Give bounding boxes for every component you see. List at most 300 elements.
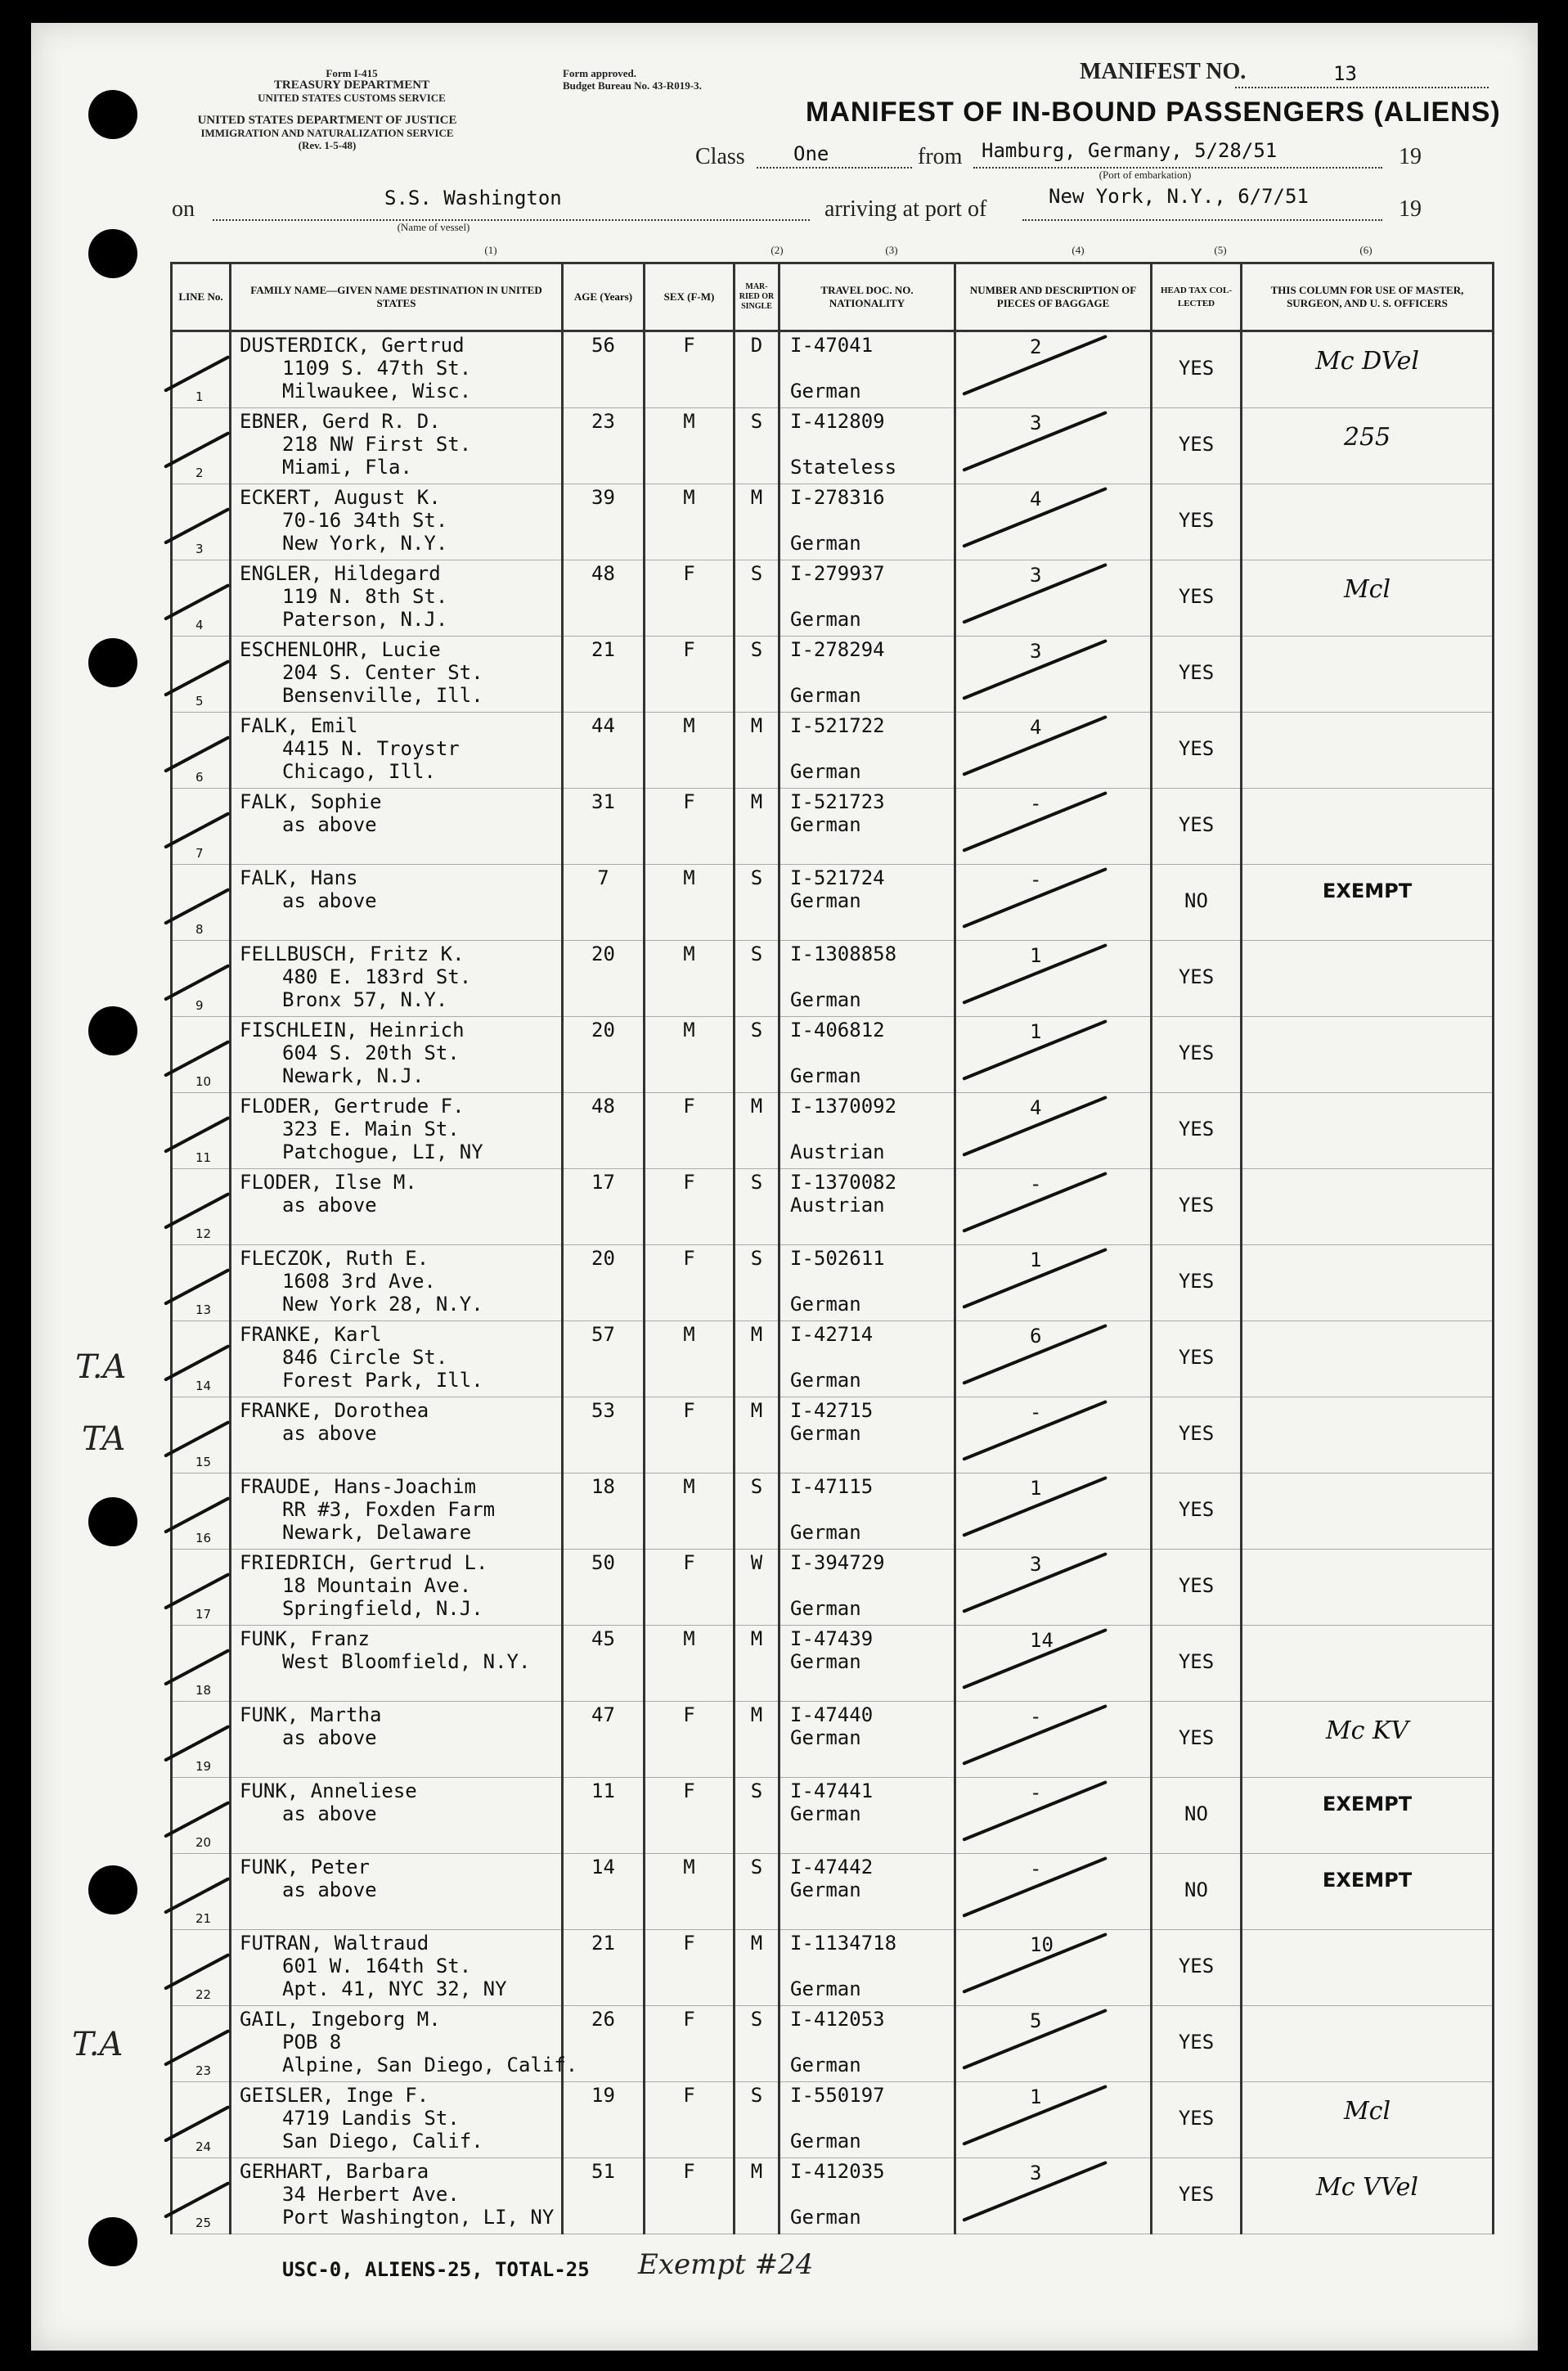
handwritten-ta-3: T.A bbox=[72, 2026, 124, 2063]
travel-doc-no: I-278316 bbox=[790, 486, 885, 509]
married-cell bbox=[735, 941, 780, 1017]
col-header-line-no: LINE No. bbox=[172, 263, 231, 331]
travel-doc-no: I-394729 bbox=[790, 1551, 885, 1574]
destination-line-2: Paterson, N.J. bbox=[282, 608, 448, 631]
name-cell bbox=[231, 1473, 563, 1550]
check-mark bbox=[164, 1192, 230, 1230]
baggage-cell bbox=[955, 2158, 1152, 2234]
doc-cell bbox=[780, 789, 955, 865]
married-value: S bbox=[750, 1779, 763, 1802]
age-cell bbox=[563, 2158, 645, 2234]
head-tax-value: YES bbox=[1178, 1498, 1215, 1521]
nationality: German bbox=[790, 889, 861, 912]
married-cell bbox=[735, 1930, 780, 2006]
age-cell bbox=[563, 1702, 645, 1778]
destination-line-1: 1109 S. 47th St. bbox=[282, 357, 472, 380]
name-cell bbox=[231, 1093, 563, 1169]
line-no-cell bbox=[172, 637, 231, 713]
destination-line-1: 4719 Landis St. bbox=[282, 2107, 460, 2130]
line-number: 5 bbox=[195, 694, 204, 709]
justice-label: UNITED STATES DEPARTMENT OF JUSTICE bbox=[197, 114, 457, 127]
form-block bbox=[217, 67, 487, 104]
head-tax-value: NO bbox=[1184, 1878, 1208, 1901]
doc-cell bbox=[780, 1017, 955, 1093]
destination-line-2: Miami, Fla. bbox=[282, 456, 412, 479]
baggage-count: - bbox=[1030, 1705, 1042, 1728]
doc-cell bbox=[780, 2006, 955, 2082]
head-tax-value: YES bbox=[1178, 1042, 1215, 1064]
married-value: S bbox=[750, 943, 763, 965]
nationality: German bbox=[790, 2130, 861, 2153]
line-no-cell bbox=[172, 713, 231, 789]
sex-cell bbox=[645, 1930, 735, 2006]
officer-note: Mc KV bbox=[1325, 1716, 1409, 1745]
doc-cell bbox=[780, 1854, 955, 1930]
destination-line-1: 70-16 34th St. bbox=[282, 509, 448, 532]
tax-cell bbox=[1152, 1854, 1242, 1930]
travel-doc-no: I-412035 bbox=[790, 2160, 885, 2183]
manifest-no-line bbox=[1235, 87, 1489, 88]
age-cell bbox=[563, 484, 645, 560]
sex-value: F bbox=[683, 1399, 695, 1422]
age-cell bbox=[563, 1169, 645, 1245]
table-row bbox=[172, 1321, 1494, 1397]
name-cell bbox=[231, 789, 563, 865]
baggage-count: 3 bbox=[1030, 2162, 1042, 2184]
tax-cell bbox=[1152, 408, 1242, 484]
sex-value: F bbox=[683, 1932, 695, 1955]
binder-hole bbox=[88, 1865, 137, 1914]
travel-doc-no: I-47440 bbox=[790, 1703, 874, 1726]
sex-cell bbox=[645, 1550, 735, 1626]
line-number: 10 bbox=[195, 1074, 212, 1089]
sex-value: F bbox=[683, 2008, 695, 2031]
married-value: S bbox=[750, 1475, 763, 1498]
check-mark bbox=[164, 1877, 230, 1914]
travel-doc-no: I-521723 bbox=[790, 790, 885, 813]
destination-line-1: 604 S. 20th St. bbox=[282, 1042, 460, 1064]
age-cell bbox=[563, 1093, 645, 1169]
nationality: German bbox=[790, 1422, 861, 1445]
married-cell bbox=[735, 1169, 780, 1245]
destination-line-2: Springfield, N.J. bbox=[282, 1597, 483, 1620]
tax-cell bbox=[1152, 1017, 1242, 1093]
doc-cell bbox=[780, 408, 955, 484]
married-cell bbox=[735, 1397, 780, 1473]
officers-cell bbox=[1242, 865, 1494, 941]
sex-value: M bbox=[683, 1475, 695, 1498]
married-cell bbox=[735, 1778, 780, 1854]
col-header-baggage: NUMBER AND DESCRIPTION OF PIECES OF BAGGAGE bbox=[955, 263, 1152, 331]
sex-cell bbox=[645, 2158, 735, 2234]
check-mark bbox=[164, 1649, 230, 1686]
age-value: 44 bbox=[591, 714, 615, 737]
passenger-name: FLODER, Gertrude F. bbox=[240, 1095, 465, 1118]
officer-note: 255 bbox=[1343, 423, 1391, 452]
tax-cell bbox=[1152, 1093, 1242, 1169]
check-mark bbox=[164, 2181, 230, 2219]
age-value: 23 bbox=[591, 410, 615, 433]
married-cell bbox=[735, 1093, 780, 1169]
check-mark bbox=[164, 1116, 230, 1154]
name-cell bbox=[231, 941, 563, 1017]
head-tax-value: YES bbox=[1178, 737, 1215, 760]
age-value: 18 bbox=[591, 1475, 615, 1498]
name-cell bbox=[231, 637, 563, 713]
officers-cell bbox=[1242, 637, 1494, 713]
doc-cell bbox=[780, 484, 955, 560]
line-no-cell bbox=[172, 1626, 231, 1702]
line-no-cell bbox=[172, 1550, 231, 1626]
justice-block bbox=[172, 115, 483, 151]
passenger-name: FALK, Hans bbox=[240, 866, 358, 889]
check-mark bbox=[164, 1801, 230, 1838]
age-cell bbox=[563, 1245, 645, 1321]
sex-value: M bbox=[683, 1019, 695, 1042]
destination-line-2: Forest Park, Ill. bbox=[282, 1369, 483, 1392]
baggage-count: 1 bbox=[1030, 2085, 1042, 2108]
sex-value: F bbox=[683, 334, 695, 357]
married-value: M bbox=[750, 1399, 763, 1422]
head-tax-value: NO bbox=[1184, 889, 1208, 912]
travel-doc-no: I-42714 bbox=[790, 1323, 874, 1346]
passenger-name: ECKERT, August K. bbox=[240, 486, 441, 509]
name-cell bbox=[231, 408, 563, 484]
baggage-count: 1 bbox=[1030, 1248, 1042, 1271]
head-tax-value: YES bbox=[1178, 1118, 1215, 1141]
sex-value: F bbox=[683, 1779, 695, 1802]
married-cell bbox=[735, 1550, 780, 1626]
sex-value: F bbox=[683, 1095, 695, 1118]
doc-cell bbox=[780, 1778, 955, 1854]
travel-doc-no: I-406812 bbox=[790, 1019, 885, 1042]
line-number: 12 bbox=[195, 1226, 212, 1241]
married-value: S bbox=[750, 410, 763, 433]
sex-cell bbox=[645, 713, 735, 789]
doc-cell bbox=[780, 1093, 955, 1169]
arriving-line bbox=[1022, 219, 1382, 221]
passenger-name: FRAUDE, Hans-Joachim bbox=[240, 1475, 476, 1498]
travel-doc-no: I-412809 bbox=[790, 410, 885, 433]
sex-value: F bbox=[683, 1171, 695, 1194]
destination-line-1: 323 E. Main St. bbox=[282, 1118, 460, 1141]
line-no-cell bbox=[172, 789, 231, 865]
destination-line-1: 1608 3rd Ave. bbox=[282, 1270, 436, 1293]
head-tax-value: YES bbox=[1178, 585, 1215, 608]
treasury-label: TREASURY DEPARTMENT bbox=[273, 79, 430, 92]
check-mark bbox=[164, 1953, 230, 1991]
line-number: 1 bbox=[195, 389, 204, 404]
head-tax-value: YES bbox=[1178, 813, 1215, 836]
head-tax-value: YES bbox=[1178, 965, 1215, 988]
handwritten-ta-1: T.A bbox=[75, 1348, 127, 1386]
line-number: 19 bbox=[195, 1759, 212, 1774]
line-number: 8 bbox=[195, 922, 204, 937]
travel-doc-no: I-47442 bbox=[790, 1856, 874, 1878]
line-no-cell bbox=[172, 1093, 231, 1169]
tax-cell bbox=[1152, 637, 1242, 713]
baggage-count: 4 bbox=[1030, 1096, 1042, 1119]
nationality: German bbox=[790, 1977, 861, 2000]
sex-cell bbox=[645, 1702, 735, 1778]
sex-cell bbox=[645, 1473, 735, 1550]
name-cell bbox=[231, 1778, 563, 1854]
officers-cell bbox=[1242, 1626, 1494, 1702]
destination-line-1: 204 S. Center St. bbox=[282, 661, 483, 684]
married-value: W bbox=[750, 1551, 763, 1574]
tax-cell bbox=[1152, 941, 1242, 1017]
line-number: 2 bbox=[195, 466, 204, 480]
travel-doc-no: I-47441 bbox=[790, 1779, 874, 1802]
manifest-no-value: 13 bbox=[1333, 62, 1357, 85]
col-header-age: AGE (Years) bbox=[563, 263, 645, 331]
customs-label: UNITED STATES CUSTOMS SERVICE bbox=[258, 92, 446, 104]
doc-cell bbox=[780, 560, 955, 637]
married-value: M bbox=[750, 714, 763, 737]
officers-cell bbox=[1242, 1397, 1494, 1473]
line-no-cell bbox=[172, 331, 231, 408]
officers-cell bbox=[1242, 1550, 1494, 1626]
officers-cell bbox=[1242, 1854, 1494, 1930]
married-cell bbox=[735, 1245, 780, 1321]
check-mark bbox=[164, 1040, 230, 1078]
nationality: German bbox=[790, 1293, 861, 1316]
passenger-name: FALK, Emil bbox=[240, 714, 358, 737]
class-label: Class bbox=[695, 144, 745, 169]
age-value: 50 bbox=[591, 1551, 615, 1574]
sex-cell bbox=[645, 789, 735, 865]
check-mark bbox=[164, 507, 230, 545]
name-cell bbox=[231, 1245, 563, 1321]
age-cell bbox=[563, 1550, 645, 1626]
passenger-name: FRANKE, Karl bbox=[240, 1323, 382, 1346]
table-row bbox=[172, 2006, 1494, 2082]
baggage-count: 2 bbox=[1030, 335, 1042, 358]
form-number: Form I-415 bbox=[326, 67, 378, 79]
destination-line-2: Apt. 41, NYC 32, NY bbox=[282, 1977, 507, 2000]
name-cell bbox=[231, 865, 563, 941]
baggage-cell bbox=[955, 789, 1152, 865]
travel-doc-no: I-278294 bbox=[790, 638, 885, 661]
tax-cell bbox=[1152, 2082, 1242, 2158]
age-cell bbox=[563, 2082, 645, 2158]
baggage-cell bbox=[955, 2082, 1152, 2158]
head-tax-value: YES bbox=[1178, 1422, 1215, 1445]
name-cell bbox=[231, 1017, 563, 1093]
age-value: 7 bbox=[597, 866, 609, 889]
head-tax-value: YES bbox=[1178, 1270, 1215, 1293]
arriving-value: New York, N.Y., 6/7/51 bbox=[1049, 185, 1309, 208]
passenger-name: GAIL, Ingeborg M. bbox=[240, 2008, 441, 2031]
destination-line-1: 119 N. 8th St. bbox=[282, 585, 448, 608]
age-cell bbox=[563, 560, 645, 637]
class-line bbox=[757, 167, 912, 169]
baggage-cell bbox=[955, 713, 1152, 789]
baggage-cell bbox=[955, 1854, 1152, 1930]
married-cell bbox=[735, 331, 780, 408]
doc-cell bbox=[780, 1473, 955, 1550]
sex-cell bbox=[645, 2082, 735, 2158]
baggage-count: 14 bbox=[1030, 1629, 1054, 1652]
sex-cell bbox=[645, 1245, 735, 1321]
baggage-count: 3 bbox=[1030, 412, 1042, 434]
passenger-name: FUNK, Franz bbox=[240, 1627, 370, 1650]
officers-cell bbox=[1242, 2006, 1494, 2082]
table-row bbox=[172, 408, 1494, 484]
line-number: 11 bbox=[195, 1150, 212, 1165]
married-cell bbox=[735, 713, 780, 789]
nationality: German bbox=[790, 684, 861, 707]
binder-hole bbox=[88, 1497, 137, 1546]
tax-cell bbox=[1152, 1702, 1242, 1778]
sex-cell bbox=[645, 484, 735, 560]
sex-cell bbox=[645, 1778, 735, 1854]
age-value: 47 bbox=[591, 1703, 615, 1726]
destination-line-2: Newark, Delaware bbox=[282, 1521, 472, 1544]
table-row bbox=[172, 1778, 1494, 1854]
doc-cell bbox=[780, 1930, 955, 2006]
nationality: German bbox=[790, 380, 861, 403]
sex-value: M bbox=[683, 1856, 695, 1878]
married-value: S bbox=[750, 1171, 763, 1194]
sex-value: F bbox=[683, 1551, 695, 1574]
name-cell bbox=[231, 1397, 563, 1473]
name-cell bbox=[231, 560, 563, 637]
name-cell bbox=[231, 484, 563, 560]
name-cell bbox=[231, 331, 563, 408]
baggage-cell bbox=[955, 408, 1152, 484]
nationality: Stateless bbox=[790, 456, 897, 479]
head-tax-value: YES bbox=[1178, 433, 1215, 456]
head-tax-value: YES bbox=[1178, 1650, 1215, 1673]
doc-cell bbox=[780, 865, 955, 941]
married-value: S bbox=[750, 1019, 763, 1042]
head-tax-value: YES bbox=[1178, 2031, 1215, 2054]
age-cell bbox=[563, 637, 645, 713]
married-cell bbox=[735, 560, 780, 637]
officers-cell bbox=[1242, 2082, 1494, 2158]
tax-cell bbox=[1152, 1397, 1242, 1473]
sex-cell bbox=[645, 637, 735, 713]
head-tax-value: YES bbox=[1178, 1574, 1215, 1597]
nationality: German bbox=[790, 1521, 861, 1544]
doc-cell bbox=[780, 1702, 955, 1778]
baggage-cell bbox=[955, 1626, 1152, 1702]
col-num-1: (1) bbox=[484, 244, 497, 256]
age-value: 20 bbox=[591, 1019, 615, 1042]
age-cell bbox=[563, 789, 645, 865]
age-cell bbox=[563, 1017, 645, 1093]
sex-cell bbox=[645, 1321, 735, 1397]
age-cell bbox=[563, 941, 645, 1017]
tax-cell bbox=[1152, 2006, 1242, 2082]
destination-line-1: 480 E. 183rd St. bbox=[282, 965, 472, 988]
baggage-count: 4 bbox=[1030, 488, 1042, 511]
sex-value: F bbox=[683, 790, 695, 813]
line-number: 14 bbox=[195, 1379, 212, 1393]
sex-value: F bbox=[683, 1247, 695, 1270]
sex-cell bbox=[645, 560, 735, 637]
nationality: German bbox=[790, 2206, 861, 2229]
passenger-table bbox=[170, 262, 1494, 2234]
sex-cell bbox=[645, 1169, 735, 1245]
line-number: 17 bbox=[195, 1607, 212, 1622]
officers-cell bbox=[1242, 789, 1494, 865]
line-number: 25 bbox=[195, 2216, 212, 2230]
line-number: 13 bbox=[195, 1302, 212, 1317]
baggage-count: 10 bbox=[1030, 1933, 1054, 1956]
doc-cell bbox=[780, 1626, 955, 1702]
tax-cell bbox=[1152, 560, 1242, 637]
destination-line-1: as above bbox=[282, 1878, 377, 1901]
destination-line-2: Alpine, San Diego, Calif. bbox=[282, 2054, 578, 2076]
baggage-count: - bbox=[1030, 1857, 1042, 1880]
col-header-married: MAR-RIED OR SINGLE bbox=[735, 263, 780, 331]
tax-cell bbox=[1152, 1930, 1242, 2006]
officers-cell bbox=[1242, 1321, 1494, 1397]
tax-cell bbox=[1152, 1473, 1242, 1550]
table-row bbox=[172, 789, 1494, 865]
baggage-cell bbox=[955, 1778, 1152, 1854]
baggage-count: - bbox=[1030, 1401, 1042, 1424]
baggage-count: 3 bbox=[1030, 640, 1042, 663]
table-row bbox=[172, 865, 1494, 941]
age-value: 53 bbox=[591, 1399, 615, 1422]
check-mark bbox=[164, 736, 230, 773]
line-no-cell bbox=[172, 865, 231, 941]
nationality: German bbox=[790, 1369, 861, 1392]
married-value: S bbox=[750, 2008, 763, 2031]
married-cell bbox=[735, 789, 780, 865]
married-cell bbox=[735, 637, 780, 713]
sex-cell bbox=[645, 1017, 735, 1093]
check-mark bbox=[164, 1420, 230, 1458]
destination-line-1: RR #3, Foxden Farm bbox=[282, 1498, 496, 1521]
head-tax-value: YES bbox=[1178, 357, 1215, 380]
table-row bbox=[172, 2158, 1494, 2234]
destination-line-1: 218 NW First St. bbox=[282, 433, 472, 456]
table-row bbox=[172, 560, 1494, 637]
vessel-note: (Name of vessel) bbox=[397, 221, 470, 233]
officer-note: Mc VVel bbox=[1316, 2173, 1418, 2202]
baggage-count: - bbox=[1030, 868, 1042, 891]
destination-line-1: 601 W. 164th St. bbox=[282, 1955, 472, 1977]
manifest-title: MANIFEST OF IN-BOUND PASSENGERS (ALIENS) bbox=[806, 97, 1501, 128]
age-cell bbox=[563, 713, 645, 789]
name-cell bbox=[231, 1930, 563, 2006]
officers-cell bbox=[1242, 1473, 1494, 1550]
age-value: 19 bbox=[591, 2084, 615, 2107]
married-value: M bbox=[750, 790, 763, 813]
married-value: M bbox=[750, 1627, 763, 1650]
manifest-no-label: MANIFEST NO. bbox=[1080, 59, 1247, 84]
age-cell bbox=[563, 331, 645, 408]
binder-hole bbox=[88, 638, 137, 687]
line-no-cell bbox=[172, 1702, 231, 1778]
nationality: German bbox=[790, 608, 861, 631]
baggage-cell bbox=[955, 637, 1152, 713]
passenger-name: FLECZOK, Ruth E. bbox=[240, 1247, 429, 1270]
sex-value: M bbox=[683, 410, 695, 433]
line-number: 6 bbox=[195, 770, 204, 785]
officers-cell bbox=[1242, 331, 1494, 408]
tax-cell bbox=[1152, 1245, 1242, 1321]
sex-value: M bbox=[683, 866, 695, 889]
travel-doc-no: I-47115 bbox=[790, 1475, 874, 1498]
married-cell bbox=[735, 865, 780, 941]
passenger-name: FUNK, Martha bbox=[240, 1703, 382, 1726]
age-cell bbox=[563, 1626, 645, 1702]
